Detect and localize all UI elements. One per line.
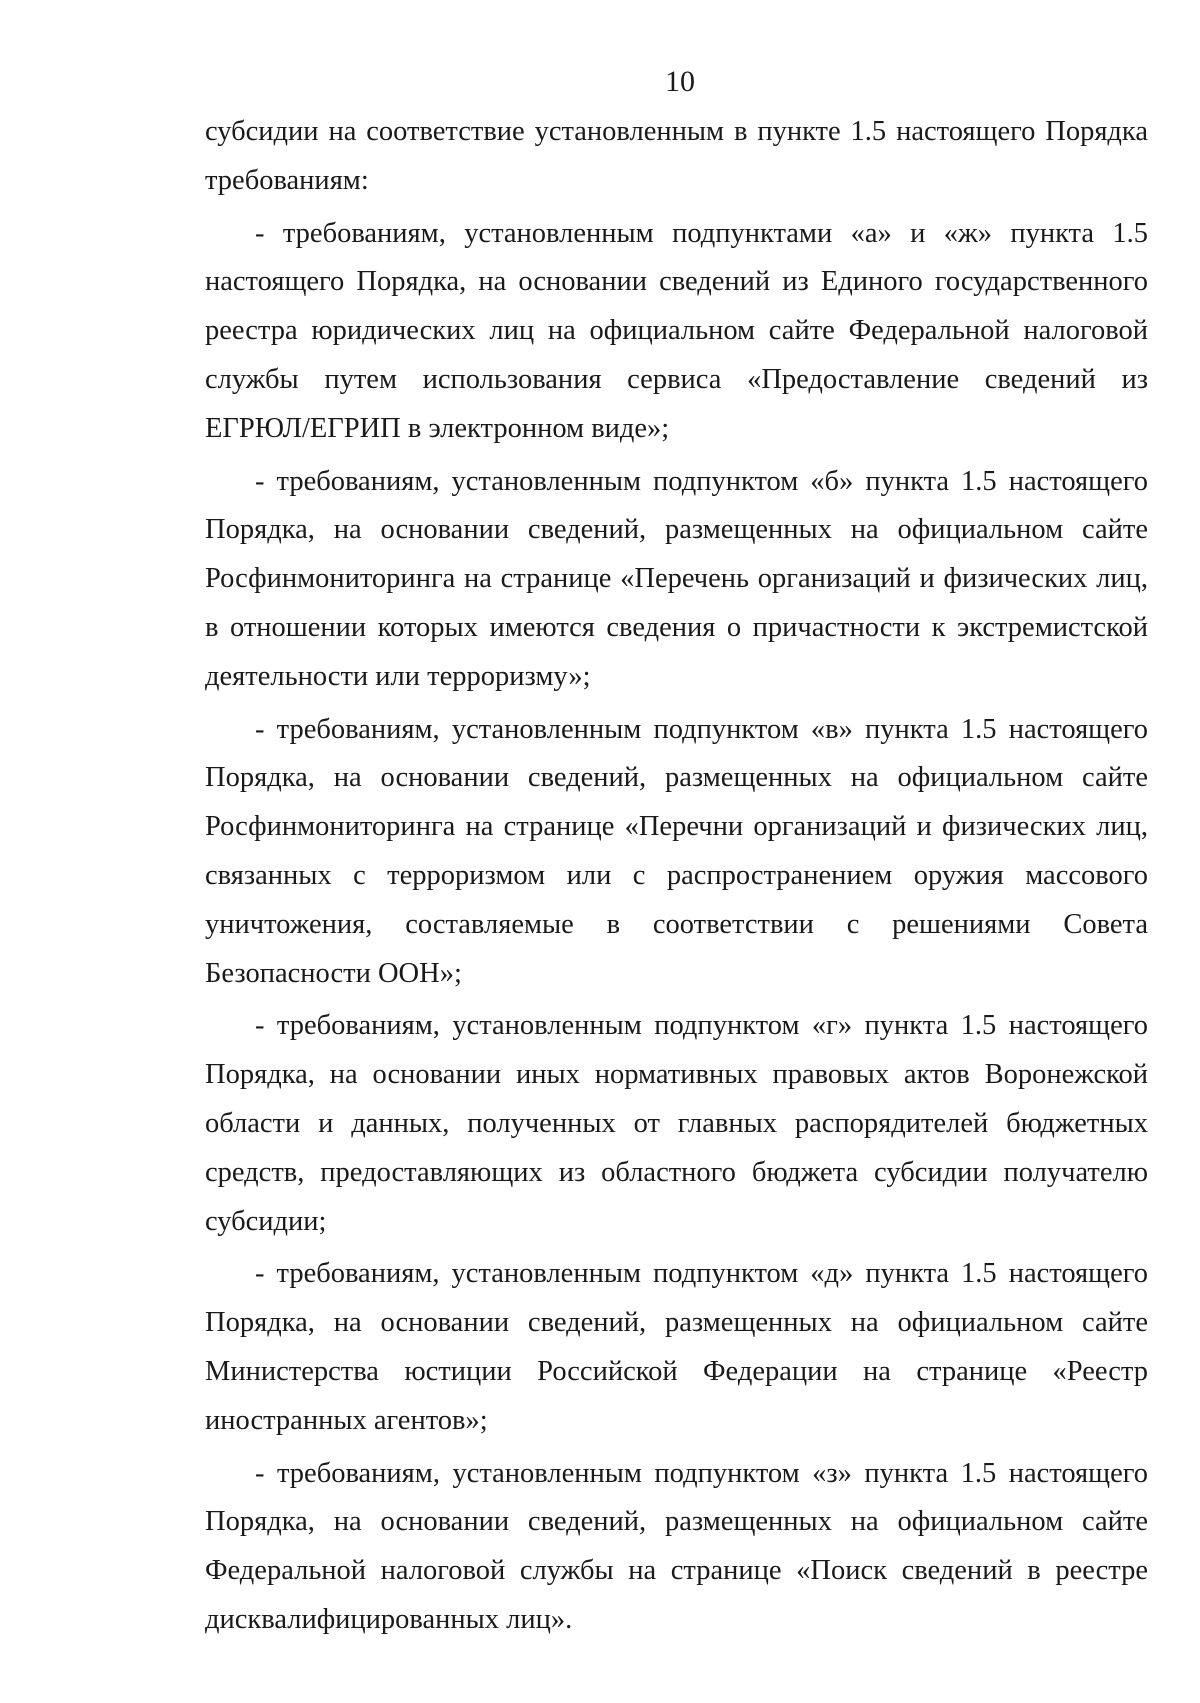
document-body: [205, 108, 1148, 1649]
paragraph-intro: субсидии на соответствие установленным в пункте 1.5 настоящего Порядка требованиям:: [205, 116, 1148, 196]
paragraph-requirement-v: - требованиям, установленным подпунктом «в» пункта 1.5 настоящего Порядка, на основании сведений, размещенных на официальном сайте Росфинмониторинга на странице «Перечни организаций и физических лиц, связанных с терроризмом или с распространением оружия массового уничтожения, составляемые в соответствии с решениями Совета Безопасности ООН»;: [205, 713, 1148, 989]
paragraph-requirement-b: - требованиям, установленным подпунктом «б» пункта 1.5 настоящего Порядка, на основании сведений, размещенных на официальном сайте Росфинмониторинга на странице «Перечень организаций и физических лиц, в отношении которых имеются сведения о причастности к экстремистской деятельности или терроризму»;: [205, 465, 1148, 692]
paragraph-requirement-a-zh: - требованиям, установленным подпунктами «а» и «ж» пункта 1.5 настоящего Порядка, на основании сведений из Единого государственного реестра юридических лиц на официальном сайте Федеральной налоговой службы путем использования сервиса «Предоставление сведений из ЕГРЮЛ/ЕГРИП в электронном виде»;: [205, 217, 1148, 444]
page-number: 10: [665, 65, 695, 98]
paragraph-requirement-g: - требованиям, установленным подпунктом «г» пункта 1.5 настоящего Порядка, на основании иных нормативных правовых актов Воронежской области и данных, полученных от главных распорядителей бюджетных средств, предоставляющих из областного бюджета субсидии получателю субсидии;: [205, 1010, 1148, 1237]
paragraph-requirement-d: - требованиям, установленным подпунктом «д» пункта 1.5 настоящего Порядка, на основании сведений, размещенных на официальном сайте Министерства юстиции Российской Федерации на странице «Реестр иностранных агентов»;: [205, 1258, 1148, 1436]
paragraph-requirement-z: - требованиям, установленным подпунктом «з» пункта 1.5 настоящего Порядка, на основании сведений, размещенных на официальном сайте Федеральной налоговой службы на странице «Поиск сведений в реестре дисквалифицированных лиц».: [205, 1457, 1148, 1635]
